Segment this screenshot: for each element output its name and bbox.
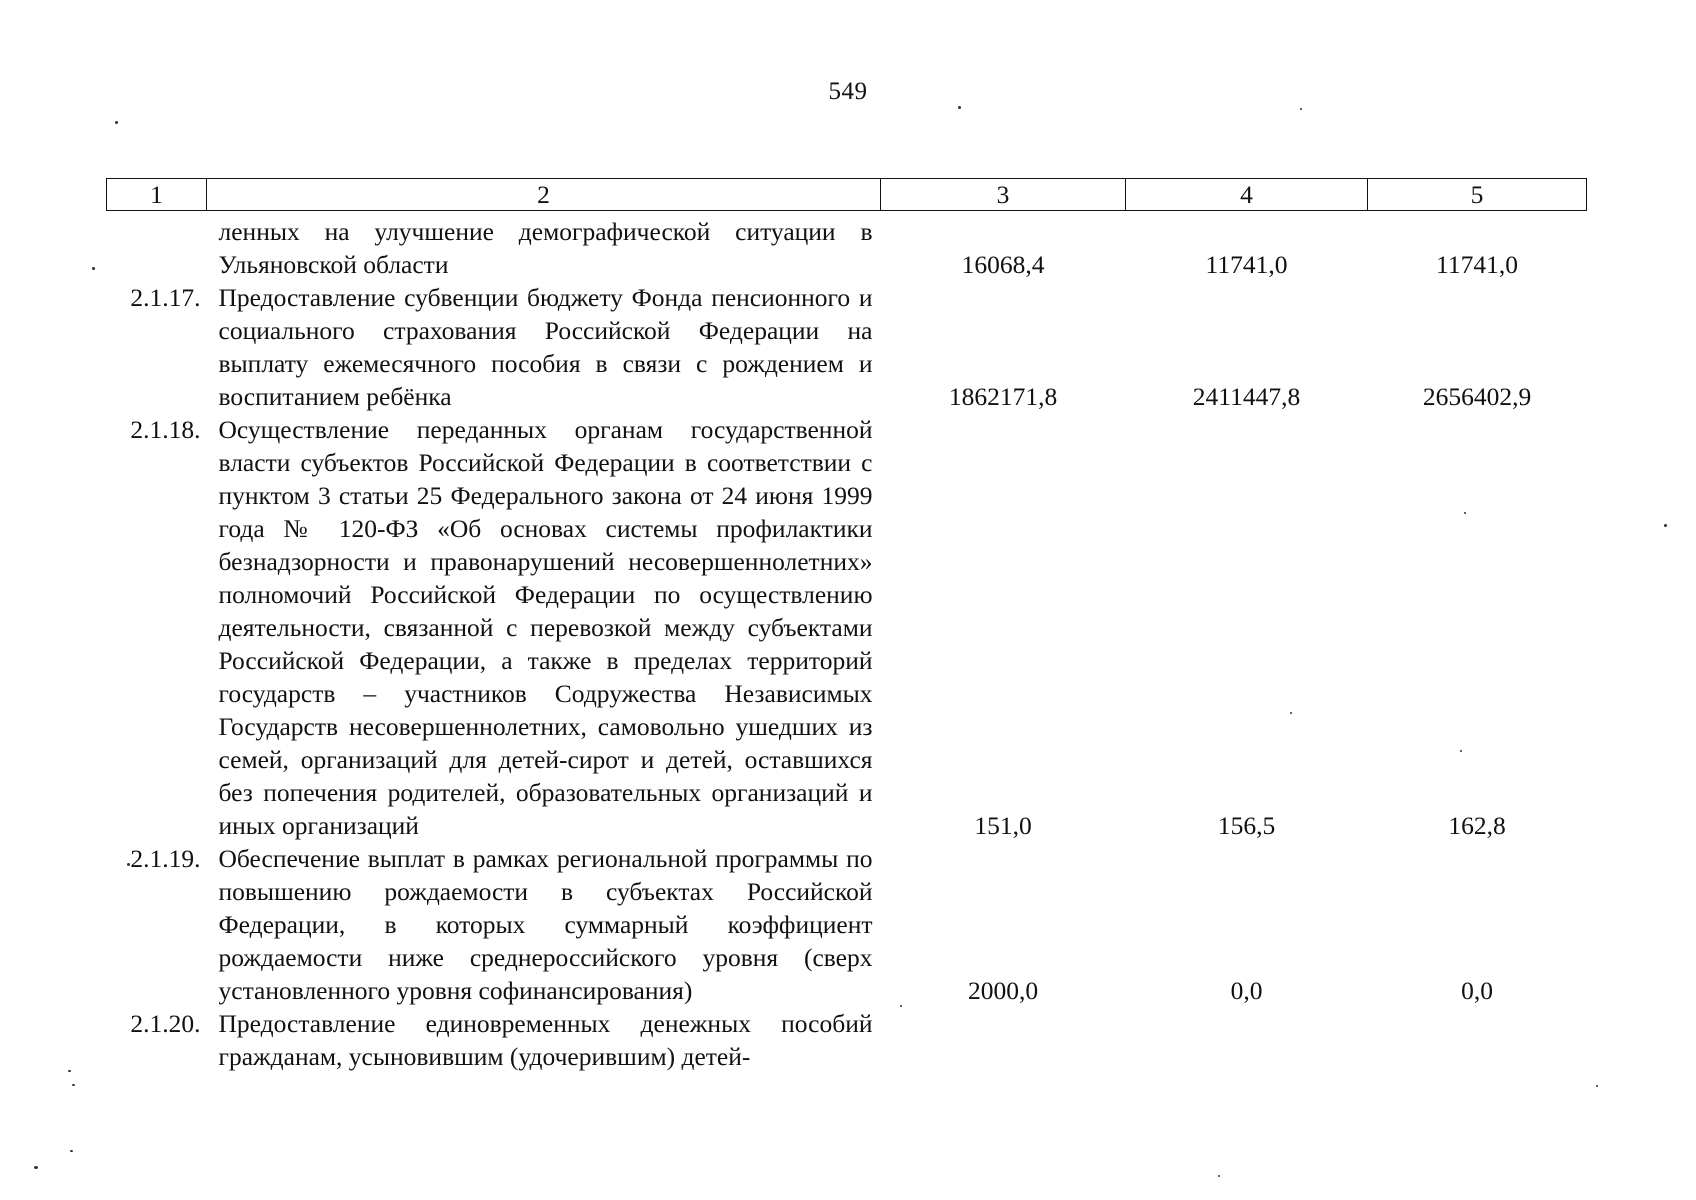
scan-speck xyxy=(127,863,130,866)
row-number: 2.1.17. xyxy=(130,283,201,312)
scan-speck xyxy=(1300,108,1302,110)
row-value-col4: 11741,0 xyxy=(1205,250,1288,279)
scan-speck xyxy=(72,1084,75,1086)
scan-speck xyxy=(1464,512,1466,514)
row-value-col5: 11741,0 xyxy=(1436,250,1518,279)
header-row xyxy=(107,179,1587,211)
row-value-col4 xyxy=(1126,1007,1368,1073)
scan-speck xyxy=(92,267,95,270)
row-description: ленных на улучшение демографической ситуации в Ульяновской области xyxy=(218,217,873,279)
row-value-col5: 2656402,9 xyxy=(1422,382,1532,411)
scan-speck xyxy=(1460,750,1462,752)
scan-speck xyxy=(115,121,118,124)
scan-speck xyxy=(1596,1085,1598,1087)
scan-speck xyxy=(1218,1175,1220,1177)
scan-speck xyxy=(1664,524,1667,527)
row-value-col3: 2000,0 xyxy=(967,976,1039,1005)
row-description: Обеспечение выплат в рамках региональной программы по повышению рождаемости в субъектах Российской Федерации, в которых суммарный коэффициент рождаемости ниже среднероссийского уровня (сверх установленного уровня софинансирования) xyxy=(218,844,873,1005)
scan-speck xyxy=(958,106,961,109)
row-value-col3: 1862171,8 xyxy=(948,382,1058,411)
row-value-col4: 2411447,8 xyxy=(1192,382,1301,411)
scan-speck xyxy=(1290,712,1292,714)
column-header-name: 2 xyxy=(207,179,881,211)
table-row xyxy=(107,211,1587,282)
scan-speck xyxy=(34,1166,38,1169)
row-value-col3 xyxy=(881,1007,1126,1073)
table-header xyxy=(107,179,1587,211)
row-value-col5: 0,0 xyxy=(1461,976,1493,1005)
row-number xyxy=(107,211,207,282)
budget-table xyxy=(106,178,1587,1073)
page-number: 549 xyxy=(828,78,868,105)
column-header-value-1: 3 xyxy=(881,179,1126,211)
row-value-col4: 156,5 xyxy=(1217,811,1276,840)
scan-speck xyxy=(70,1150,73,1152)
row-description: Предоставление субвенции бюджету Фонда пенсионного и социального страхования Российской Федерации на выплату ежемесячного пособия в связи с рождением и воспитанием ребёнка xyxy=(218,283,873,411)
column-header-value-3: 5 xyxy=(1368,179,1587,211)
column-header-value-2: 4 xyxy=(1126,179,1368,211)
row-description: Предоставление единовременных денежных пособий гражданам, усыновившим (удочерившим) детей- xyxy=(218,1009,873,1071)
table-row xyxy=(107,842,1587,1007)
table-row xyxy=(107,413,1587,842)
row-number: 2.1.20. xyxy=(130,1009,201,1038)
row-value-col3: 151,0 xyxy=(974,811,1032,840)
row-value-col5: 162,8 xyxy=(1448,811,1506,840)
table-row xyxy=(107,281,1587,413)
scan-speck xyxy=(900,1005,902,1007)
table-row xyxy=(107,1007,1587,1073)
column-header-number: 1 xyxy=(107,179,207,211)
row-number: 2.1.18. xyxy=(130,415,201,444)
table-body xyxy=(107,211,1587,1074)
row-description: Осуществление переданных органам государственной власти субъектов Российской Федерации в соответствии с пунктом 3 статьи 25 Федерального закона от 24 июня 1999 года № 120-ФЗ «Об основах системы профилактики безнадзорности и правонарушений несовершеннолетних» полномочий Российской Федерации по осуществлению деятельности, связанной с перевозкой между субъектами Российской Федерации, а также в пределах территорий государств – участников Содружества Независимых Государств несовершеннолетних, самовольно ушедших из семей, организаций для детей-сирот и детей, оставшихся без попечения родителей, образовательных организаций и иных организаций xyxy=(218,415,873,840)
row-number: 2.1.19. xyxy=(130,844,201,873)
row-value-col5 xyxy=(1368,1007,1587,1073)
row-value-col3: 16068,4 xyxy=(961,250,1045,279)
row-value-col4: 0,0 xyxy=(1230,976,1263,1005)
scan-speck xyxy=(68,1070,71,1072)
